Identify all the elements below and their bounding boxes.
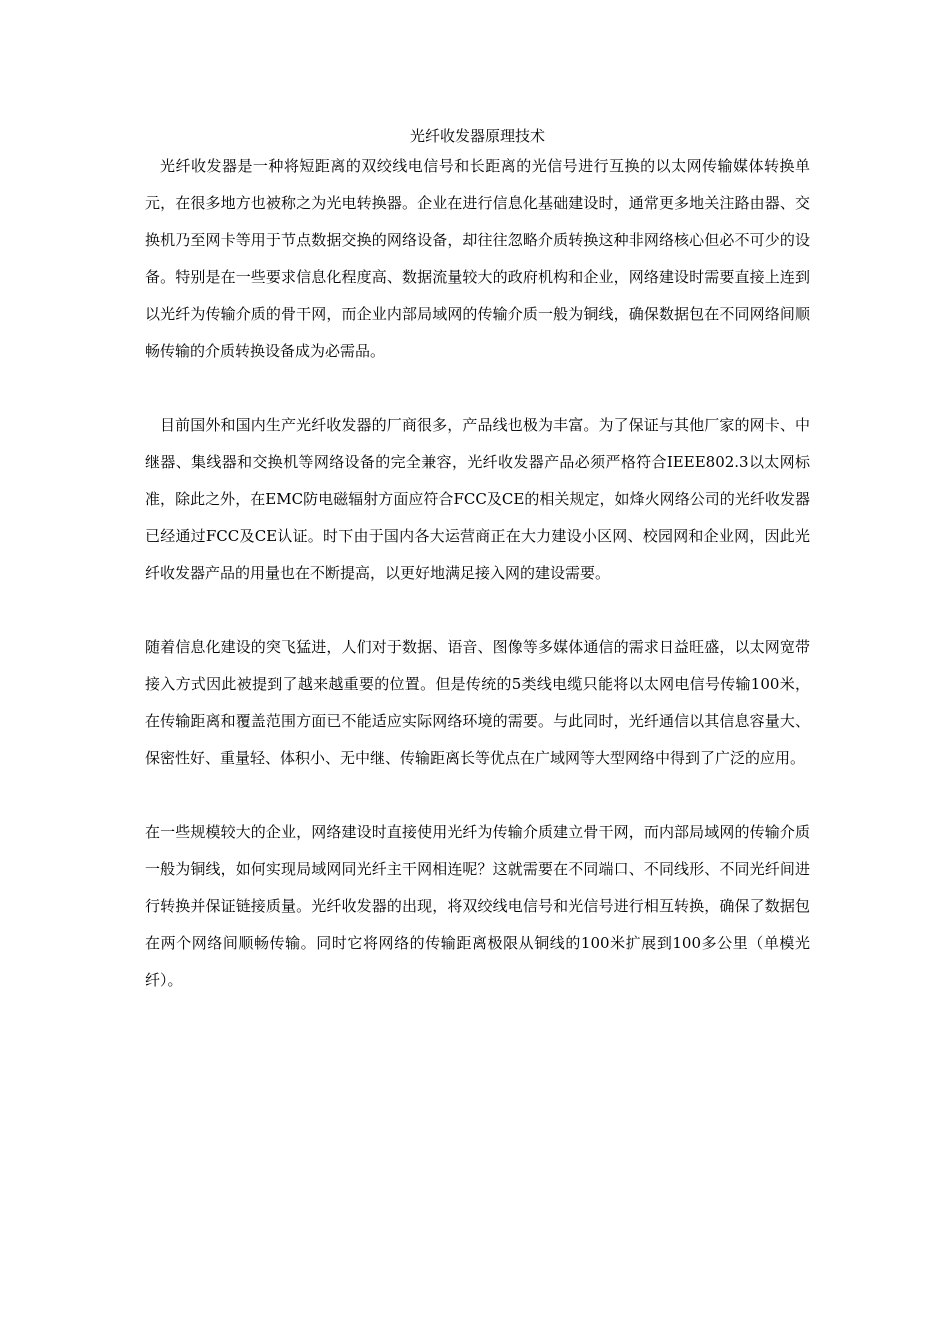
paragraph-3: 随着信息化建设的突飞猛进，人们对于数据、语音、图像等多媒体通信的需求日益旺盛，以太网宽带接入方式因此被提到了越来越重要的位置。但是传统的5类线电缆只能将以太网电信号传输100米，在传输距离和覆盖范围方面已不能适应实际网络环境的需要。与此同时，光纤通信以其信息容量大、保密性好、重量轻、体积小、无中继、传输距离长等优点在广域网等大型网络中得到了广泛的应用。: [145, 638, 810, 767]
paragraph-gap: [145, 370, 810, 407]
document-body: [145, 126, 810, 999]
paragraph-4: 在一些规模较大的企业，网络建设时直接使用光纤为传输介质建立骨干网，而内部局域网的传输介质一般为铜线，如何实现局域网同光纤主干网相连呢？这就需要在不同端口、不同线形、不同光纤间进行转换并保证链接质量。光纤收发器的出现，将双绞线电信号和光信号进行相互转换，确保了数据包在两个网络间顺畅传输。同时它将网络的传输距离极限从铜线的100米扩展到100多公里（单模光纤）。: [145, 823, 810, 989]
paragraph-gap: [145, 592, 810, 629]
document-title: 光纤收发器原理技术: [409, 127, 545, 145]
paragraph-1: 光纤收发器是一种将短距离的双绞线电信号和长距离的光信号进行互换的以太网传输媒体转换单元，在很多地方也被称之为光电转换器。企业在进行信息化基础建设时，通常更多地关注路由器、交换机乃至网卡等用于节点数据交换的网络设备，却往往忽略介质转换这种非网络核心但必不可少的设备。特别是在一些要求信息化程度高、数据流量较大的政府机构和企业，网络建设时需要直接上连到以光纤为传输介质的骨干网，而企业内部局域网的传输介质一般为铜线，确保数据包在不同网络间顺畅传输的介质转换设备成为必需品。: [145, 157, 810, 360]
paragraph-2: 目前国外和国内生产光纤收发器的厂商很多，产品线也极为丰富。为了保证与其他厂家的网卡、中继器、集线器和交换机等网络设备的完全兼容，光纤收发器产品必须严格符合IEEE802.3以太网标准，除此之外，在EMC防电磁辐射方面应符合FCC及CE的相关规定，如烽火网络公司的光纤收发器已经通过FCC及CE认证。时下由于国内各大运营商正在大力建设小区网、校园网和企业网，因此光纤收发器产品的用量也在不断提高，以更好地满足接入网的建设需要。: [145, 416, 810, 582]
paragraph-gap: [145, 777, 810, 814]
